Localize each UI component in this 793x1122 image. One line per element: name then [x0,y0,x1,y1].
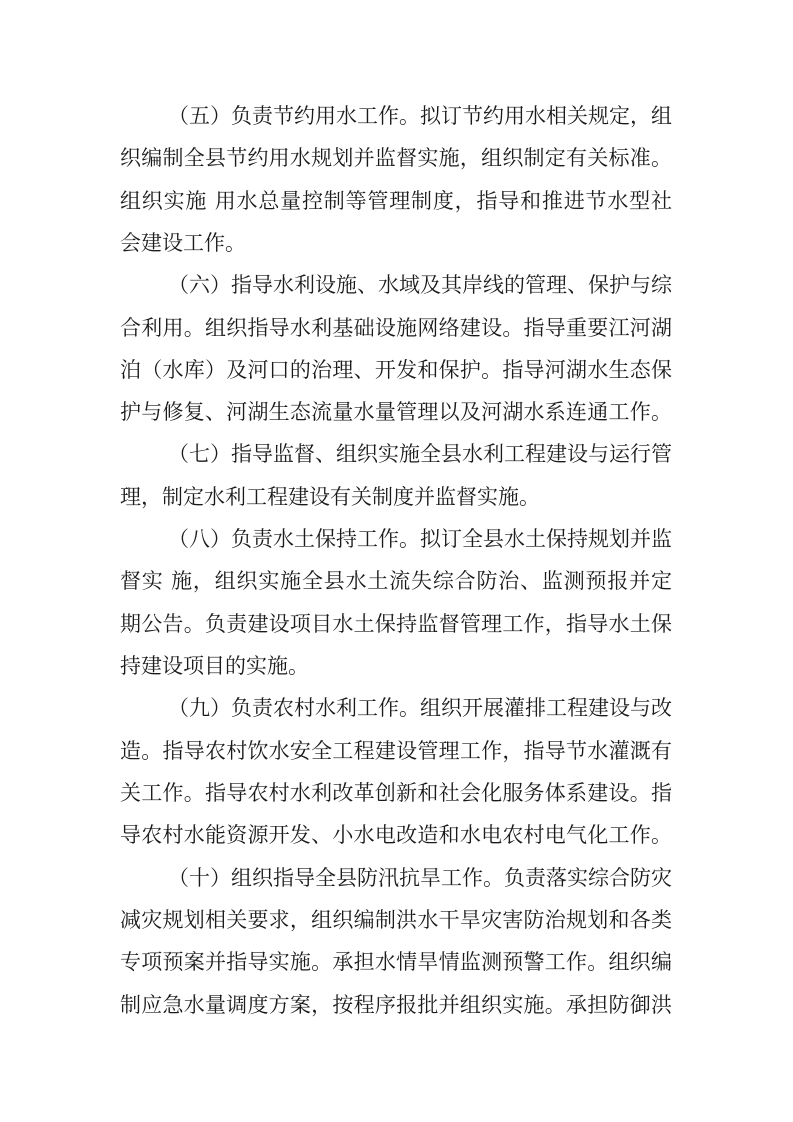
text-line: 组织实施 用水总量控制等管理制度，指导和推进节水型社 [120,189,672,213]
text-line: 专项预案并指导实施。承担水情旱情监测预警工作。组织编 [120,950,672,974]
text-line: （七）指导监督、组织实施全县水利工程建设与运行管 [168,442,672,466]
text-line: 导农村水能资源开发、小水电改造和水电农村电气化工作。 [120,823,672,847]
text-line: 造。指导农村饮水安全工程建设管理工作，指导节水灌溉有 [120,739,672,763]
text-line: 督实 施，组织实施全县水土流失综合防治、监测预报并定 [120,569,672,593]
text-line: （八）负责水土保持工作。拟订全县水土保持规划并监 [168,527,672,551]
text-line: 护与修复、河湖生态流量水量管理以及河湖水系连通工作。 [120,400,672,424]
text-line: 合利用。组织指导水利基础设施网络建设。指导重要江河湖 [120,316,672,340]
text-line: （十）组织指导全县防汛抗旱工作。负责落实综合防灾 [168,866,672,890]
text-line: 持建设项目的实施。 [120,654,309,678]
text-line: 关工作。指导农村水利改革创新和社会化服务体系建设。指 [120,781,672,805]
text-line: （六）指导水利设施、水域及其岸线的管理、保护与综 [168,273,672,297]
text-line: （五）负责节约用水工作。拟订节约用水相关规定，组 [168,104,672,128]
text-line: 减灾规划相关要求，组织编制洪水干旱灾害防治规划和各类 [120,908,672,932]
text-line: 会建设工作。 [120,231,246,255]
text-line: （九）负责农村水利工作。组织开展灌排工程建设与改 [168,696,672,720]
text-line: 制应急水量调度方案，按程序报批并组织实施。承担防御洪 [120,993,672,1017]
text-line: 织编制全县节约用水规划并监督实施，组织制定有关标准。 [120,146,672,170]
text-line: 期公告。负责建设项目水土保持监督管理工作，指导水土保 [120,612,672,636]
text-line: 理，制定水利工程建设有关制度并监督实施。 [120,485,540,509]
text-line: 泊（水库）及河口的治理、开发和保护。指导河湖水生态保 [120,358,672,382]
